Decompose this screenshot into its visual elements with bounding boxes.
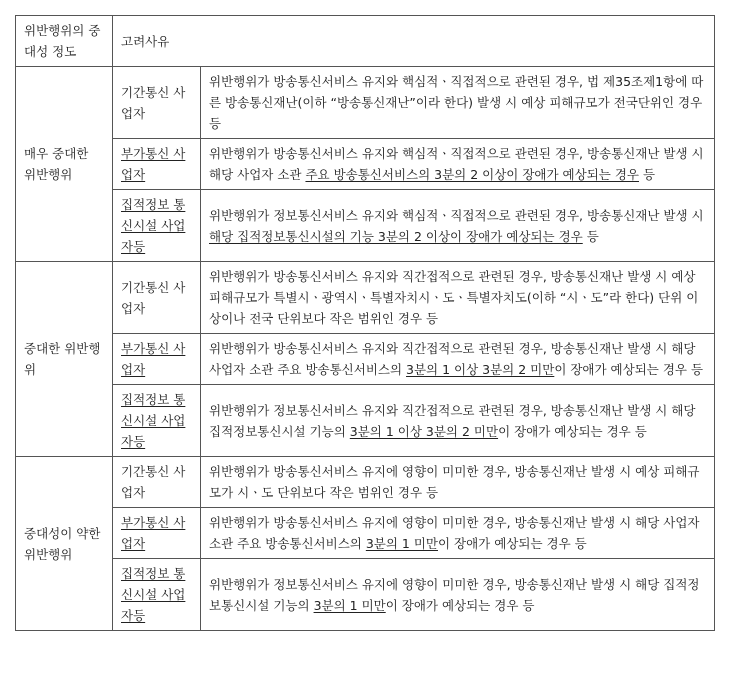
violation-severity-table [15, 15, 715, 631]
operator-type-cell [113, 190, 201, 262]
consideration-description-cell [201, 457, 715, 508]
operator-type-cell [113, 559, 201, 631]
consideration-description-cell [201, 67, 715, 139]
underlined-text: 3분의 1 이상 3분의 2 미만 [406, 362, 555, 377]
operator-type-label: 집적정보 통신시설 사업자등 [121, 566, 186, 623]
header-row [16, 16, 715, 67]
description-text: 이 장애가 예상되는 경우 등 [385, 597, 535, 613]
severity-level-cell: 중대한 위반행위 [16, 262, 113, 457]
description-text: 위반행위가 방송통신서비스 유지와 핵심적ㆍ직접적으로 관련된 경우, 법 제35조제1항에 따른 방송통신재난(이하 “방송통신재난”이라 한다) 발생 시 예상 피해규모가 전국단위인 경우 등 [209, 74, 704, 131]
operator-type-label: 부가통신 사업자 [121, 341, 186, 377]
operator-type-label: 집적정보 통신시설 사업자등 [121, 197, 186, 254]
table-row [16, 334, 715, 385]
table-row [16, 508, 715, 559]
description-text: 이 장애가 예상되는 경우 등 [437, 536, 587, 551]
operator-type-cell [113, 334, 201, 385]
operator-type-cell [113, 385, 201, 457]
consideration-description-cell [201, 190, 715, 262]
description-text: 등 [638, 167, 656, 182]
operator-type-label: 기간통신 사업자 [121, 84, 186, 121]
operator-type-cell [113, 457, 201, 508]
table-row [16, 190, 715, 262]
table-row [16, 457, 715, 508]
operator-type-label: 기간통신 사업자 [121, 464, 186, 500]
description-text: 위반행위가 방송통신서비스 유지에 영향이 미미한 경우, 방송통신재난 발생 시 예상 피해규모가 시ㆍ도 단위보다 작은 범위인 경우 등 [209, 464, 700, 500]
severity-level-cell: 매우 중대한 위반행위 [16, 67, 113, 262]
description-text: 등 [582, 228, 599, 244]
operator-type-label: 기간통신 사업자 [121, 279, 186, 316]
underlined-text: 3분의 1 미만 [365, 536, 438, 551]
underlined-text: 해당 집적정보통신시설의 기능 3분의 2 이상이 장애가 예상되는 경우 [209, 228, 583, 244]
table-row [16, 559, 715, 631]
consideration-description-cell [201, 559, 715, 631]
description-text: 위반행위가 정보통신서비스 유지와 핵심적ㆍ직접적으로 관련된 경우, 방송통신재난 발생 시 [209, 207, 704, 223]
description-text: 위반행위가 방송통신서비스 유지와 직간접적으로 관련된 경우, 방송통신재난 발생 시 해당 사업자 소관 주요 방송통신서비스의 [209, 341, 696, 377]
header-severity: 위반행위의 중대성 정도 [16, 16, 113, 67]
underlined-text: 3분의 1 미만 [313, 597, 386, 613]
operator-type-cell [113, 262, 201, 334]
table-row [16, 262, 715, 334]
operator-type-label: 부가통신 사업자 [121, 515, 186, 551]
operator-type-cell [113, 139, 201, 190]
description-text: 위반행위가 정보통신서비스 유지와 직간접적으로 관련된 경우, 방송통신재난 발생 시 해당 집적정보통신시설 기능의 [209, 402, 696, 439]
operator-type-cell [113, 508, 201, 559]
consideration-description-cell [201, 385, 715, 457]
consideration-description-cell [201, 508, 715, 559]
consideration-description-cell [201, 334, 715, 385]
description-text: 위반행위가 방송통신서비스 유지와 직간접적으로 관련된 경우, 방송통신재난 발생 시 예상 피해규모가 특별시ㆍ광역시ㆍ특별자치시ㆍ도ㆍ특별자치도(이하 “시ㆍ도”라 한다) 단위 이상이나 전국 단위보다 작은 범위인 경우 등 [209, 269, 699, 326]
operator-type-label: 부가통신 사업자 [121, 146, 186, 182]
table-row [16, 139, 715, 190]
underlined-text: 주요 방송통신서비스의 3분의 2 이상이 장애가 예상되는 경우 [305, 167, 639, 182]
consideration-description-cell [201, 262, 715, 334]
header-considerations: 고려사유 [113, 16, 715, 67]
table-row [16, 385, 715, 457]
table-body [16, 16, 715, 631]
operator-type-cell [113, 67, 201, 139]
consideration-description-cell [201, 139, 715, 190]
operator-type-label: 집적정보 통신시설 사업자등 [121, 392, 186, 449]
table-row [16, 67, 715, 139]
severity-level-cell: 중대성이 약한 위반행위 [16, 457, 113, 631]
description-text: 이 장애가 예상되는 경우 등 [498, 423, 647, 439]
description-text: 위반행위가 정보통신서비스 유지에 영향이 미미한 경우, 방송통신재난 발생 시 해당 집적정보통신시설 기능의 [209, 576, 700, 613]
description-text: 이 장애가 예상되는 경우 등 [554, 362, 704, 377]
description-text: 위반행위가 방송통신서비스 유지에 영향이 미미한 경우, 방송통신재난 발생 시 해당 사업자 소관 주요 방송통신서비스의 [209, 515, 700, 551]
description-text: 위반행위가 방송통신서비스 유지와 핵심적ㆍ직접적으로 관련된 경우, 방송통신재난 발생 시 해당 사업자 소관 [209, 146, 704, 182]
underlined-text: 3분의 1 이상 3분의 2 미만 [349, 423, 499, 439]
